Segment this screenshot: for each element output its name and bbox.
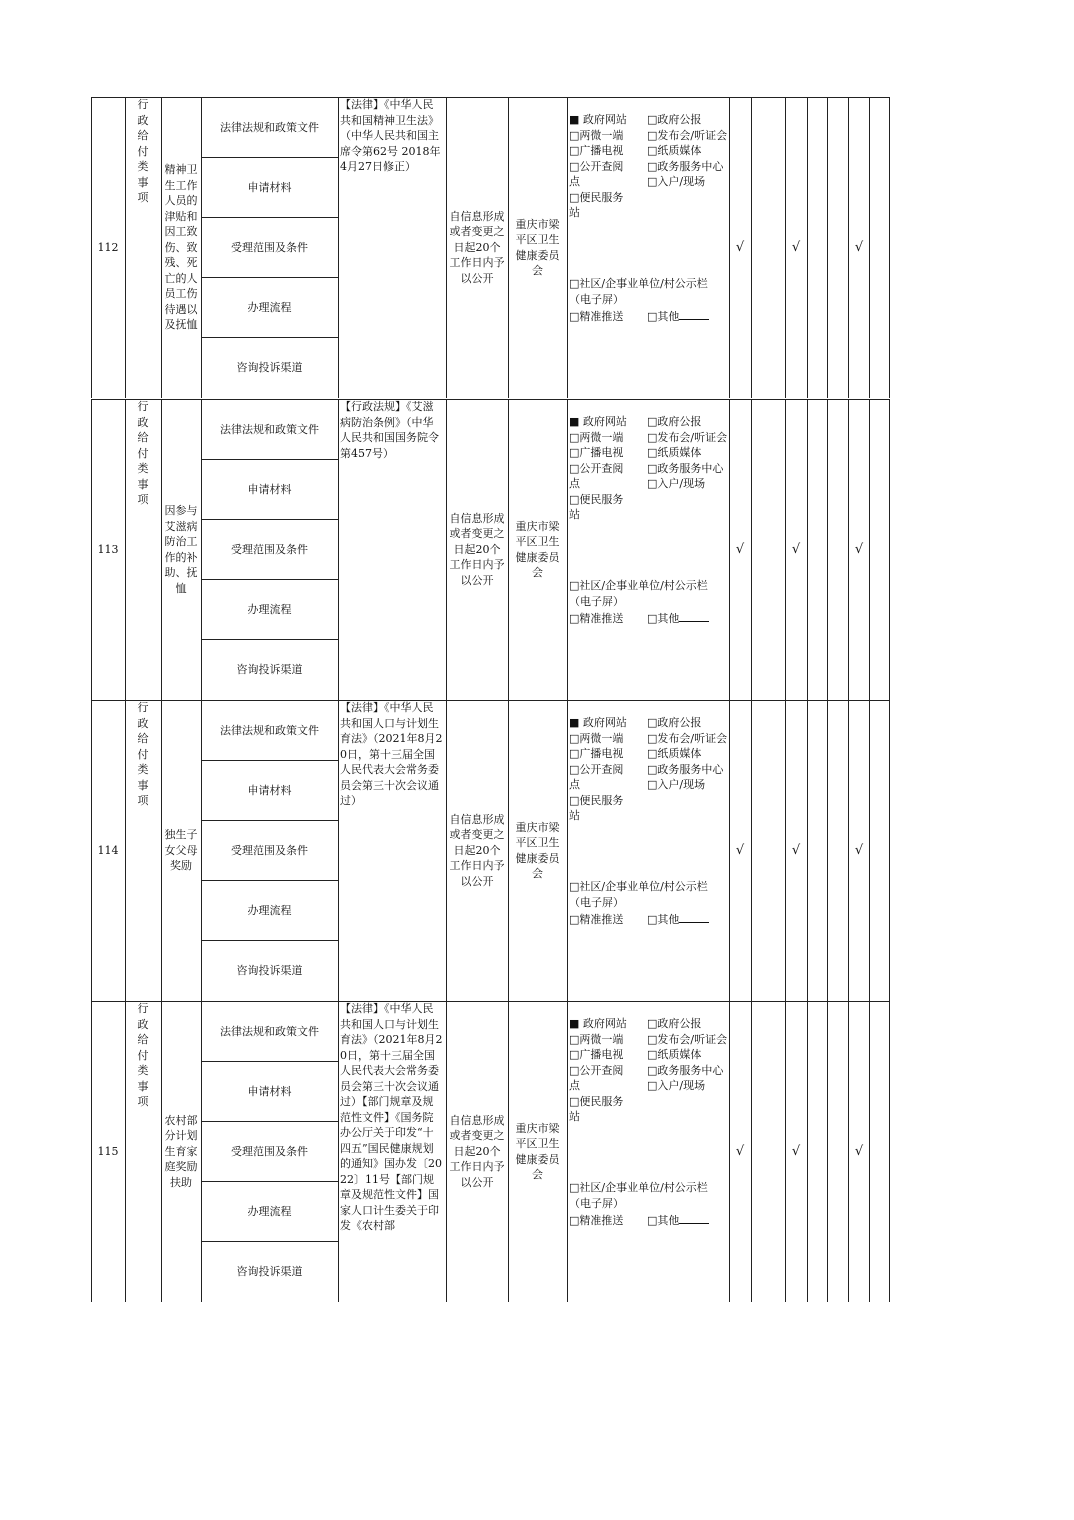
time-limit-cell: 自信息形成或者变更之日起20个工作日内予以公开 [449, 209, 505, 285]
channel-screen: （电子屏） [569, 595, 624, 608]
channel-reading: □公开查阅 [569, 763, 624, 776]
check-mark: √ [791, 1144, 801, 1159]
channel-reading: □公开查阅 [569, 1064, 624, 1077]
check-mark: √ [854, 240, 864, 255]
channel-reading-cont: 点 [569, 778, 580, 791]
channel-paper: □纸质媒体 [647, 144, 702, 157]
row-number: 114 [97, 844, 119, 857]
subitem-laws: 法律法规和政策文件 [220, 1024, 319, 1038]
channel-precise: □精准推送 [569, 612, 624, 625]
time-limit-cell: 自信息形成或者变更之日起20个工作日内予以公开 [449, 511, 505, 587]
subitem-scope: 受理范围及条件 [231, 1144, 308, 1158]
channel-convenience-cont: 站 [569, 508, 580, 521]
subitem-complaint: 咨询投诉渠道 [236, 361, 303, 374]
channels-cell [567, 700, 729, 1001]
channel-press: □发布会/听证会 [647, 1033, 728, 1046]
channel-convenience: □便民服务 [569, 1095, 624, 1108]
check-mark: √ [791, 843, 801, 858]
channel-reading-cont: 点 [569, 175, 580, 188]
check-mark: √ [854, 542, 864, 557]
channel-service-center: □政务服务中心 [647, 462, 724, 475]
channel-precise: □精准推送 [569, 310, 624, 323]
agency-cell: 重庆市梁平区卫生健康委员会 [515, 519, 560, 579]
channels-cell [567, 1001, 729, 1302]
subitem-process: 办理流程 [247, 602, 292, 616]
legal-basis-cell: 【法律】《中华人民共和国精神卫生法》（中华人民共和国主席令第62号 2018年4月27日修正） [340, 98, 441, 173]
subitem-materials: 申请材料 [247, 783, 292, 797]
channel-gov-site: ■ 政府网站 [569, 415, 627, 428]
item-name-cell: 精神卫生工作人员的津贴和因工致伤、致残、死亡的人员工伤待遇以及抚恤 [164, 163, 198, 332]
channel-other: □其他 [647, 912, 709, 928]
channel-press: □发布会/听证会 [647, 431, 728, 444]
table-row [91, 1001, 890, 1302]
check-mark: √ [735, 542, 745, 557]
channel-screen: （电子屏） [569, 896, 624, 909]
legal-basis-cell: 【法律】《中华人民共和国人口与计划生育法》（2021年8月20日，第十三届全国人民代表大会常务委员会第三十次会议通过）【部门规章及规范性文件】《国务院办公厅关于印发“十四五”国民健康规划的通知》国办发〔2022〕11号【部门规章及规范性文件】国家人口计生委关于印发《农村部 [340, 1002, 443, 1232]
channel-two-micro: □两微一端 [569, 129, 624, 142]
subitem-complaint: 咨询投诉渠道 [236, 1265, 303, 1278]
channel-press: □发布会/听证会 [647, 129, 728, 142]
channel-reading-cont: 点 [569, 1079, 580, 1092]
channel-door: □入户/现场 [647, 175, 706, 188]
channel-service-center: □政务服务中心 [647, 160, 724, 173]
channel-door: □入户/现场 [647, 778, 706, 791]
channel-door: □入户/现场 [647, 1079, 706, 1092]
category-cell: 行政给付类事项 [137, 400, 149, 506]
channel-reading: □公开查阅 [569, 160, 624, 173]
channel-board: □社区/企事业单位/村公示栏 [569, 1181, 708, 1194]
channel-press: □发布会/听证会 [647, 732, 728, 745]
row-number: 113 [97, 543, 119, 556]
channel-board: □社区/企事业单位/村公示栏 [569, 880, 708, 893]
legal-basis-cell: 【行政法规】《艾滋病防治条例》（中华人民共和国国务院令第457号） [340, 400, 439, 460]
subitem-materials: 申请材料 [247, 1084, 292, 1098]
check-mark: √ [791, 542, 801, 557]
table-row [91, 399, 890, 700]
subitem-scope: 受理范围及条件 [231, 542, 308, 556]
subitem-scope: 受理范围及条件 [231, 240, 308, 254]
channel-convenience-cont: 站 [569, 809, 580, 822]
channel-screen: （电子屏） [569, 1197, 624, 1210]
channel-gazette: □政府公报 [647, 716, 702, 729]
channel-service-center: □政务服务中心 [647, 1064, 724, 1077]
subitem-complaint: 咨询投诉渠道 [236, 964, 303, 977]
channel-paper: □纸质媒体 [647, 1048, 702, 1061]
channel-gov-site: ■ 政府网站 [569, 113, 627, 126]
channel-reading-cont: 点 [569, 477, 580, 490]
item-name-cell: 农村部分计划生育家庭奖励扶助 [164, 1113, 198, 1189]
channel-convenience: □便民服务 [569, 493, 624, 506]
time-limit-cell: 自信息形成或者变更之日起20个工作日内予以公开 [449, 1113, 505, 1189]
channel-tv: □广播电视 [569, 747, 624, 760]
category-cell: 行政给付类事项 [137, 98, 149, 204]
channel-tv: □广播电视 [569, 446, 624, 459]
time-limit-cell: 自信息形成或者变更之日起20个工作日内予以公开 [449, 812, 505, 888]
channel-convenience-cont: 站 [569, 206, 580, 219]
channel-two-micro: □两微一端 [569, 1033, 624, 1046]
channel-gov-site: ■ 政府网站 [569, 1017, 627, 1030]
subitem-process: 办理流程 [247, 300, 292, 314]
category-cell: 行政给付类事项 [137, 701, 149, 807]
subitem-process: 办理流程 [247, 1204, 292, 1218]
subitem-materials: 申请材料 [247, 180, 292, 194]
channel-two-micro: □两微一端 [569, 431, 624, 444]
channel-door: □入户/现场 [647, 477, 706, 490]
channel-tv: □广播电视 [569, 1048, 624, 1061]
row-number: 115 [97, 1145, 119, 1158]
channel-service-center: □政务服务中心 [647, 763, 724, 776]
subitem-complaint: 咨询投诉渠道 [236, 663, 303, 676]
channel-gazette: □政府公报 [647, 113, 702, 126]
channel-paper: □纸质媒体 [647, 747, 702, 760]
channels-cell [567, 399, 729, 700]
channel-other: □其他 [647, 309, 709, 325]
item-name-cell: 因参与艾滋病防治工作的补助、抚恤 [164, 504, 198, 595]
channel-gazette: □政府公报 [647, 415, 702, 428]
check-mark: √ [735, 240, 745, 255]
item-name-cell: 独生子女父母奖励 [164, 828, 198, 873]
disclosure-table [91, 97, 890, 1278]
row-number: 112 [97, 241, 119, 254]
channel-other: □其他 [647, 1213, 709, 1229]
check-mark: √ [735, 1144, 745, 1159]
check-mark: √ [854, 1144, 864, 1159]
channel-convenience: □便民服务 [569, 191, 624, 204]
subitem-laws: 法律法规和政策文件 [220, 723, 319, 737]
category-cell: 行政给付类事项 [137, 1002, 149, 1108]
channel-board: □社区/企事业单位/村公示栏 [569, 277, 708, 290]
table-row [91, 97, 890, 398]
subitem-laws: 法律法规和政策文件 [220, 120, 319, 134]
channel-other: □其他 [647, 611, 709, 627]
check-mark: √ [735, 843, 745, 858]
subitem-scope: 受理范围及条件 [231, 843, 308, 857]
channel-two-micro: □两微一端 [569, 732, 624, 745]
channel-gazette: □政府公报 [647, 1017, 702, 1030]
table-row [91, 700, 890, 1001]
channel-convenience-cont: 站 [569, 1110, 580, 1123]
channel-paper: □纸质媒体 [647, 446, 702, 459]
channel-precise: □精准推送 [569, 1214, 624, 1227]
check-mark: √ [791, 240, 801, 255]
channels-cell [567, 97, 729, 398]
check-mark: √ [854, 843, 864, 858]
legal-basis-cell: 【法律】《中华人民共和国人口与计划生育法》（2021年8月20日，第十三届全国人民代表大会常务委员会第三十次会议通过） [340, 701, 443, 807]
channel-convenience: □便民服务 [569, 794, 624, 807]
agency-cell: 重庆市梁平区卫生健康委员会 [515, 217, 560, 277]
channel-precise: □精准推送 [569, 913, 624, 926]
channel-gov-site: ■ 政府网站 [569, 716, 627, 729]
channel-screen: （电子屏） [569, 293, 624, 306]
subitem-laws: 法律法规和政策文件 [220, 422, 319, 436]
agency-cell: 重庆市梁平区卫生健康委员会 [515, 1121, 560, 1181]
subitem-materials: 申请材料 [247, 482, 292, 496]
subitem-process: 办理流程 [247, 903, 292, 917]
channel-reading: □公开查阅 [569, 462, 624, 475]
channel-tv: □广播电视 [569, 144, 624, 157]
agency-cell: 重庆市梁平区卫生健康委员会 [515, 820, 560, 880]
channel-board: □社区/企事业单位/村公示栏 [569, 579, 708, 592]
